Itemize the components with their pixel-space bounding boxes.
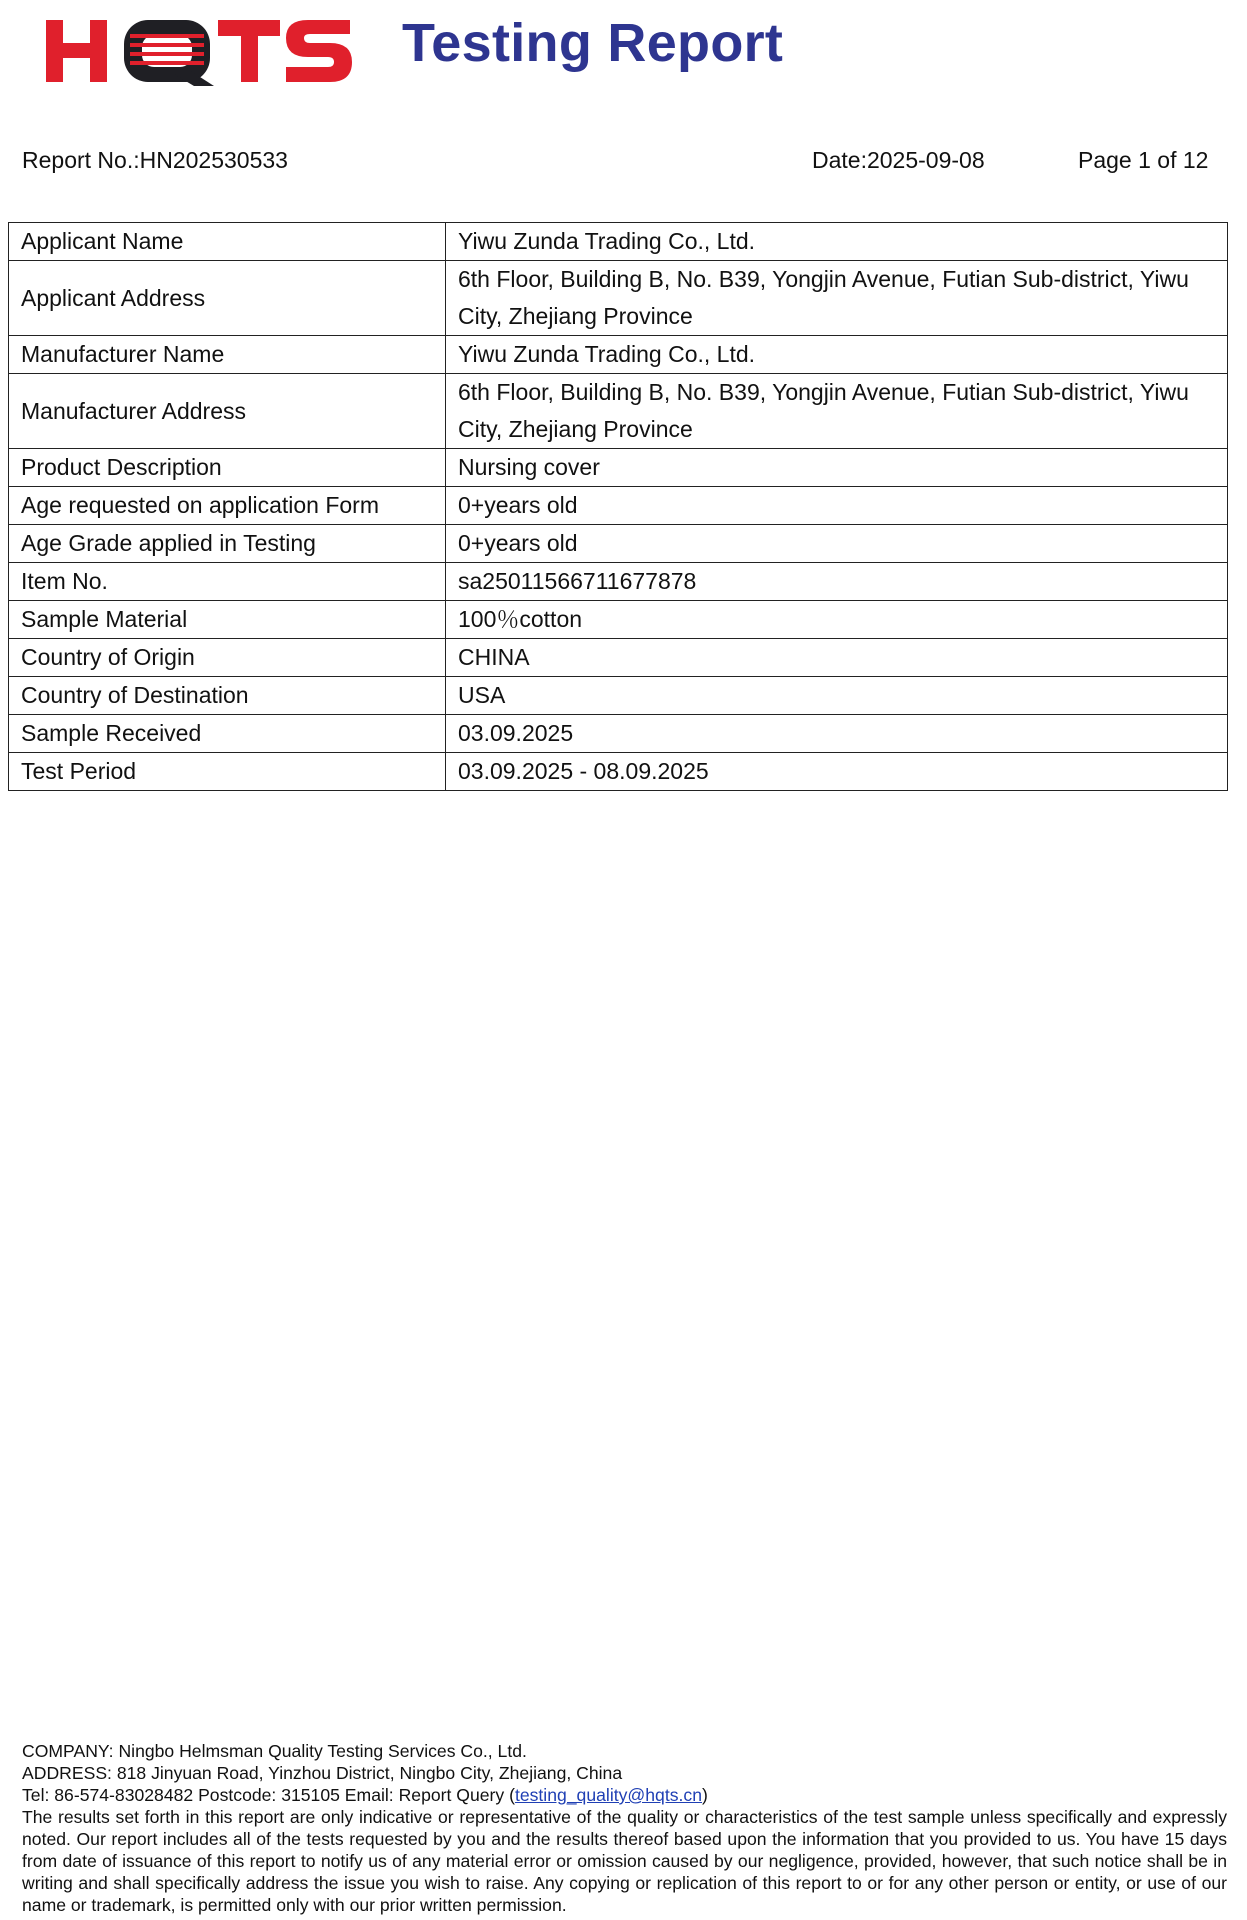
footer-address: ADDRESS: 818 Jinyuan Road, Yinzhou District, Ningbo City, Zhejiang, China — [22, 1763, 623, 1783]
table-row — [9, 449, 1228, 487]
table-row — [9, 525, 1228, 563]
row-label: Manufacturer Address — [9, 374, 446, 449]
table-row — [9, 639, 1228, 677]
table-row — [9, 563, 1228, 601]
row-label: Product Description — [9, 449, 446, 487]
table-row — [9, 487, 1228, 525]
row-value: sa25011566711677878 — [446, 563, 1228, 601]
table-row — [9, 753, 1228, 791]
table-row — [9, 601, 1228, 639]
report-date: Date:2025-09-08 — [812, 147, 985, 173]
row-value: Nursing cover — [446, 449, 1228, 487]
page-indicator: Page 1 of 12 — [1078, 147, 1209, 173]
row-value: CHINA — [446, 639, 1228, 677]
applicant-info-table — [8, 222, 1228, 791]
row-value: 100％cotton — [446, 601, 1228, 639]
row-value: 6th Floor, Building B, No. B39, Yongjin Avenue, Futian Sub-district, Yiwu City, Zhejiang Province — [446, 374, 1228, 449]
page-footer — [22, 1740, 1227, 1916]
email-link[interactable]: testing_quality@hqts.cn — [514, 1785, 702, 1805]
row-label: Test Period — [9, 753, 446, 791]
row-value: Yiwu Zunda Trading Co., Ltd. — [446, 336, 1228, 374]
row-label: Sample Material — [9, 601, 446, 639]
row-value: 03.09.2025 - 08.09.2025 — [446, 753, 1228, 791]
row-value: 03.09.2025 — [446, 715, 1228, 753]
row-label: Age requested on application Form — [9, 487, 446, 525]
table-row — [9, 223, 1228, 261]
row-label: Age Grade applied in Testing — [9, 525, 446, 563]
table-row — [9, 715, 1228, 753]
footer-disclaimer: The results set forth in this report are only indicative or representative of the quality or characteristics of the test sample unless specifically and expressly noted. Our report includes all of the tests requested by you and the results thereof based upon the information that you provided to us. You have 15 days from date of issuance of this report to notify us of any material error or omission caused by our negligence, provided, however, that such notice shall be in writing and shall specifically address the issue you wish to raise. Any copying or replication of this report to or for any other person or entity, or use of our name or trademark, is permitted only with our prior written permission. — [22, 1807, 1227, 1915]
hqts-logo — [46, 16, 356, 86]
row-label: Applicant Name — [9, 223, 446, 261]
row-value: 0+years old — [446, 487, 1228, 525]
report-title: Testing Report — [402, 13, 784, 73]
row-label: Manufacturer Name — [9, 336, 446, 374]
row-value: 0+years old — [446, 525, 1228, 563]
row-label: Applicant Address — [9, 261, 446, 336]
row-value: USA — [446, 677, 1228, 715]
table-row — [9, 336, 1228, 374]
row-label: Country of Origin — [9, 639, 446, 677]
footer-contact-prefix: Tel: 86-574-83028482 Postcode: 315105 Email: Report Query ( — [22, 1785, 515, 1805]
report-number: Report No.:HN202530533 — [22, 147, 288, 173]
table-row — [9, 261, 1228, 336]
table-row — [9, 374, 1228, 449]
row-value: 6th Floor, Building B, No. B39, Yongjin Avenue, Futian Sub-district, Yiwu City, Zhejiang Province — [446, 261, 1228, 336]
footer-company: COMPANY: Ningbo Helmsman Quality Testing Services Co., Ltd. — [22, 1741, 527, 1761]
row-label: Sample Received — [9, 715, 446, 753]
row-label: Country of Destination — [9, 677, 446, 715]
row-value: Yiwu Zunda Trading Co., Ltd. — [446, 223, 1228, 261]
footer-contact — [22, 1784, 1227, 1806]
footer-contact-suffix: ) — [702, 1785, 708, 1805]
row-label: Item No. — [9, 563, 446, 601]
table-row — [9, 677, 1228, 715]
